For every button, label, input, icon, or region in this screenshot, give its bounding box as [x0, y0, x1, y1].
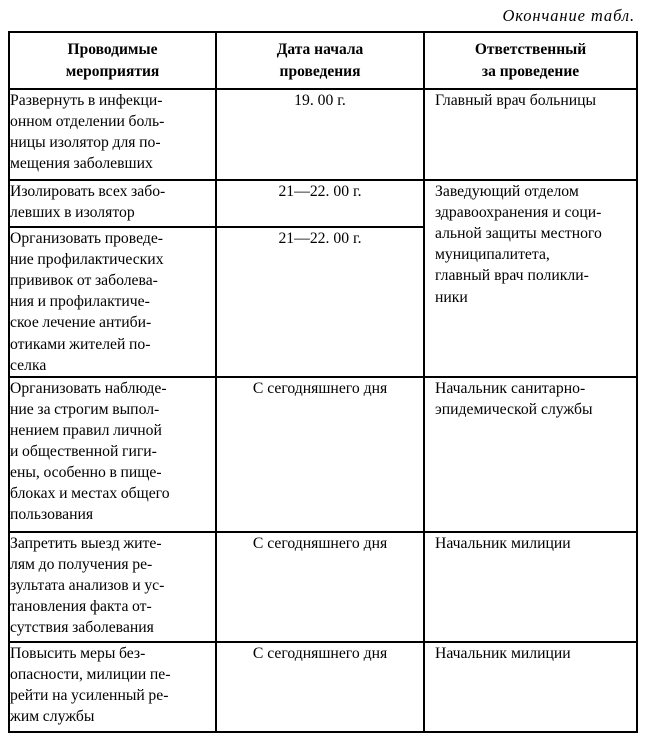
cell-line: Начальник санитарно-	[435, 379, 586, 397]
cell-line: ены, особенно в пище-	[10, 464, 162, 482]
cell-line: Запретить выезд жите-	[10, 534, 162, 552]
column-header-date-line-1: Дата начала	[276, 41, 364, 58]
cell-line: сутствия заболевания	[10, 619, 154, 637]
column-header-actions	[9, 32, 216, 89]
cell-responsible	[424, 532, 637, 642]
cell-actions	[9, 532, 216, 642]
cell-line: ское лечение антиби-	[10, 314, 152, 332]
cell-line: ники	[435, 288, 468, 306]
cell-date: 21—22. 00 г.	[216, 180, 424, 227]
cell-actions	[9, 642, 216, 732]
cell-line: пользования	[10, 506, 94, 524]
cell-line: Главный врач больницы	[435, 92, 597, 109]
cell-line: главный врач поликли-	[435, 267, 589, 285]
cell-date: С сегодняшнего дня	[216, 532, 424, 642]
table-row	[9, 180, 637, 227]
cell-responsible	[424, 642, 637, 732]
cell-line: Организовать наблюде-	[10, 379, 167, 397]
cell-line: Изолировать всех забо-	[10, 183, 166, 200]
column-header-date	[216, 32, 424, 89]
cell-line: селка	[10, 356, 47, 374]
cell-line: Развернуть в инфекци-	[10, 92, 163, 109]
cell-date: С сегодняшнего дня	[216, 377, 424, 532]
cell-line: нением правил личной	[10, 421, 162, 439]
table-continuation-caption	[0, 0, 637, 31]
cell-line: эпидемической службы	[435, 400, 593, 418]
cell-line: Организовать проведе-	[10, 230, 164, 247]
cell-responsible	[424, 377, 637, 532]
column-header-responsible-line-1: Ответственный	[474, 41, 587, 58]
cell-line: прививок от заболева-	[10, 272, 158, 290]
cell-date: 19. 00 г.	[216, 89, 424, 180]
cell-line: Начальник милиции	[435, 644, 571, 662]
cell-line: тановления факта от-	[10, 598, 152, 616]
column-header-responsible-line-2: за проведение	[481, 63, 580, 80]
cell-actions	[9, 89, 216, 180]
cell-line: ницы изолятор для по-	[10, 134, 161, 152]
cell-line: жим службы	[10, 708, 95, 726]
table-header	[9, 32, 637, 89]
caption-text: Окончание табл.	[502, 5, 635, 25]
cell-responsible-merged	[424, 180, 637, 377]
table-row	[9, 642, 637, 732]
cell-line: лям до получения ре-	[10, 555, 153, 573]
cell-date: 21—22. 00 г.	[216, 227, 424, 377]
cell-line: опасности, милиции пе-	[10, 665, 171, 683]
measures-table	[8, 31, 638, 733]
cell-line: муниципалитета,	[435, 246, 550, 264]
cell-line: Заведующий отделом	[435, 183, 579, 200]
cell-line: ние за строгим выпол-	[10, 400, 160, 418]
cell-line: ние профилактических	[10, 251, 164, 269]
cell-actions	[9, 377, 216, 532]
cell-responsible	[424, 89, 637, 180]
cell-date: С сегодняшнего дня	[216, 642, 424, 732]
table-body	[9, 89, 637, 732]
cell-line: левших в изолятор	[10, 204, 135, 222]
cell-actions	[9, 227, 216, 377]
table-row	[9, 89, 637, 180]
cell-line: альной защиты местного	[435, 225, 602, 243]
table-container	[8, 31, 636, 733]
cell-line: и общественной гиги-	[10, 443, 157, 461]
cell-line: отиками жителей по-	[10, 335, 151, 353]
cell-line: блоках и местах общего	[10, 485, 170, 503]
cell-line: здравоохранения и соци-	[435, 204, 602, 222]
cell-line: Начальник милиции	[435, 534, 571, 552]
cell-line: ния и профилактиче-	[10, 293, 150, 311]
column-header-date-line-2: проведения	[279, 63, 361, 80]
cell-line: Повысить меры без-	[10, 644, 146, 662]
column-header-actions-line-2: мероприятия	[65, 63, 160, 80]
cell-line: онном отделении боль-	[10, 113, 165, 131]
cell-line: рейти на усиленный ре-	[10, 686, 169, 704]
column-header-responsible	[424, 32, 637, 89]
cell-line: зультата анализов и ус-	[10, 576, 165, 594]
table-row	[9, 377, 637, 532]
cell-line: мещения заболевших	[10, 155, 153, 173]
column-header-actions-line-1: Проводимые	[67, 41, 158, 58]
table-row	[9, 532, 637, 642]
table-header-row	[9, 32, 637, 89]
cell-actions	[9, 180, 216, 227]
